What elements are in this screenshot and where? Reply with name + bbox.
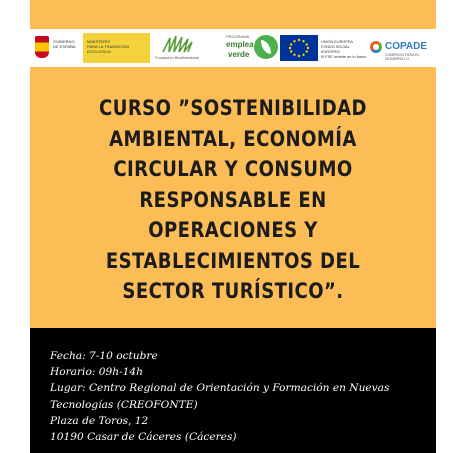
course-title: CURSO ”SOSTENIBILIDAD AMBIENTAL, ECONOMÍA CIRCULAR Y CONSUMO RESPONSABLE EN OPERACIONES Y ESTABLECIMIENTOS DEL SECTOR TURÍSTICO”. [99, 96, 367, 303]
spain-coat-of-arms-icon [35, 36, 49, 58]
course-info-panel [30, 328, 436, 453]
copade-ring-icon [370, 41, 382, 53]
fundacion-label: Fundación Biodiversidad [155, 55, 199, 60]
eu-flag-icon [280, 35, 318, 61]
venue-line-cont: Tecnologías (CREOFONTE) [50, 398, 198, 411]
date-line: Fecha: 7-10 octubre [50, 350, 158, 362]
emplea-verde-logo: PROGRAMA emplea verde [226, 33, 274, 63]
sponsor-logo-strip [30, 29, 436, 67]
union-europea-logo [280, 33, 368, 63]
gobierno-espana-logo [33, 33, 150, 63]
schedule-line: Horario: 09h-14h [50, 366, 143, 379]
gobierno-label: GOBIERNO DE ESPAÑA [53, 39, 76, 49]
eu-label: UNIÓN EUROPEA FONDO SOCIAL EUROPEO El FSE invierte en tu futuro [321, 40, 367, 59]
course-poster [30, 0, 436, 453]
venue-line: Lugar: Centro Regional de Orientación y Formación en Nuevas [50, 382, 390, 395]
course-details [50, 348, 434, 445]
copade-logo: COPADE COMERCIO PARA EL DESARROLLO [368, 33, 434, 63]
grass-icon [160, 35, 194, 53]
ministry-label: MINISTERIO PARA LA TRANSICIÓN ECOLÓGICA [87, 39, 129, 54]
fundacion-biodiversidad-logo [154, 33, 200, 63]
city-line: 10190 Casar de Cáceres (Cáceres) [50, 431, 237, 444]
address-line: Plaza de Toros, 12 [50, 414, 149, 427]
